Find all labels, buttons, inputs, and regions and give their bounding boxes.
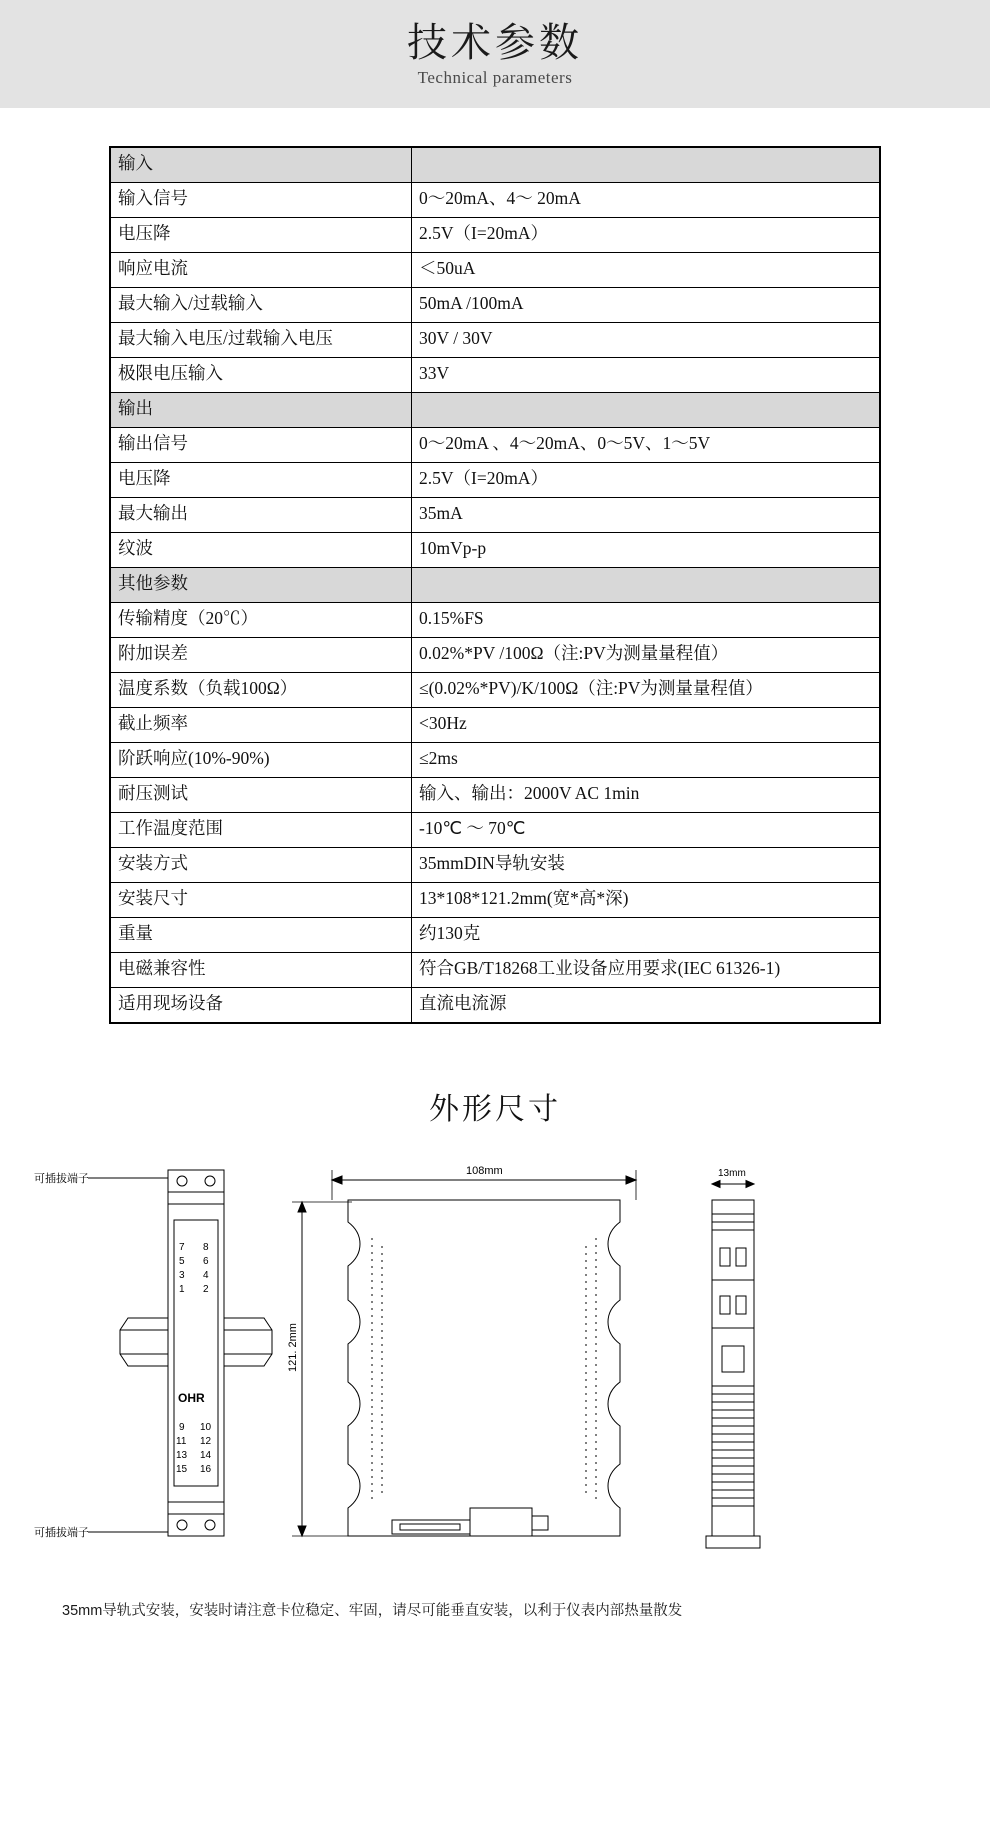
label-bottom-terminal: 可插拔端子 — [34, 1527, 89, 1539]
spec-value-cell — [412, 147, 881, 183]
page-title: 技术参数 — [407, 21, 583, 65]
terminal-number: 6 — [203, 1256, 209, 1267]
table-row — [110, 603, 880, 638]
spec-label-cell: 截止频率 — [110, 708, 412, 743]
terminal-number: 1 — [179, 1284, 185, 1295]
spec-value-cell: 10mVp-p — [412, 533, 881, 568]
spec-value-cell: 35mA — [412, 498, 881, 533]
table-row — [110, 673, 880, 708]
label-top-terminal: 可插拔端子 — [34, 1173, 89, 1185]
spec-value-cell: 2.5V（I=20mA） — [412, 463, 881, 498]
spec-label-cell: 输出 — [110, 393, 412, 428]
terminal-number: 15 — [176, 1464, 188, 1475]
table-row — [110, 708, 880, 743]
spec-value-cell: 约130克 — [412, 918, 881, 953]
spec-label-cell: 输入 — [110, 147, 412, 183]
installation-note: 35mm导轨式安装，安装时请注意卡位稳定、牢固，请尽可能垂直安装，以利于仪表内部热量散发 — [62, 1603, 683, 1619]
spec-value-cell: 0.15%FS — [412, 603, 881, 638]
terminal-number: 13 — [176, 1450, 188, 1461]
spec-label-cell: 最大输入/过载输入 — [110, 288, 412, 323]
table-row — [110, 883, 880, 918]
table-row — [110, 358, 880, 393]
table-section-row — [110, 568, 880, 603]
spec-label-cell: 其他参数 — [110, 568, 412, 603]
spec-value-cell: 50mA /100mA — [412, 288, 881, 323]
table-row — [110, 953, 880, 988]
label-depth-dimension: 13mm — [718, 1168, 746, 1179]
spec-value-cell: ≤(0.02%*PV)/K/100Ω（注:PV为测量量程值） — [412, 673, 881, 708]
spec-value-cell — [412, 393, 881, 428]
spec-label-cell: 响应电流 — [110, 253, 412, 288]
spec-label-cell: 传输精度（20℃） — [110, 603, 412, 638]
terminal-number: 9 — [179, 1422, 185, 1433]
terminal-number: 2 — [203, 1284, 209, 1295]
page-subtitle: Technical parameters — [417, 68, 573, 87]
page-header — [0, 0, 990, 108]
spec-label-cell: 电磁兼容性 — [110, 953, 412, 988]
spec-label-cell: 最大输入电压/过载输入电压 — [110, 323, 412, 358]
spec-value-cell: ≤2ms — [412, 743, 881, 778]
spec-label-cell: 电压降 — [110, 218, 412, 253]
spec-label-cell: 输入信号 — [110, 183, 412, 218]
table-row — [110, 848, 880, 883]
terminal-number: 16 — [200, 1464, 212, 1475]
table-row — [110, 183, 880, 218]
spec-label-cell: 重量 — [110, 918, 412, 953]
table-row — [110, 218, 880, 253]
spec-value-cell: 0～20mA 、4～20mA、0～5V、1～5V — [412, 428, 881, 463]
table-row — [110, 288, 880, 323]
spec-value-cell: <30Hz — [412, 708, 881, 743]
terminal-number: 4 — [203, 1270, 209, 1281]
spec-label-cell: 纹波 — [110, 533, 412, 568]
spec-value-cell: 0.02%*PV /100Ω（注:PV为测量量程值） — [412, 638, 881, 673]
spec-label-cell: 耐压测试 — [110, 778, 412, 813]
specifications-table — [109, 146, 881, 1024]
table-row — [110, 533, 880, 568]
spec-value-cell: 输入、输出：2000V AC 1min — [412, 778, 881, 813]
spec-label-cell: 阶跃响应(10%-90%) — [110, 743, 412, 778]
terminal-number: 11 — [176, 1436, 187, 1447]
terminal-number: 14 — [200, 1450, 212, 1461]
table-row — [110, 918, 880, 953]
spec-label-cell: 最大输出 — [110, 498, 412, 533]
table-row — [110, 638, 880, 673]
spec-label-cell: 极限电压输入 — [110, 358, 412, 393]
spec-value-cell: 2.5V（I=20mA） — [412, 218, 881, 253]
terminal-number: 7 — [179, 1242, 185, 1253]
table-row — [110, 813, 880, 848]
spec-value-cell: 35mmDIN导轨安装 — [412, 848, 881, 883]
spec-value-cell: 直流电流源 — [412, 988, 881, 1024]
table-row — [110, 743, 880, 778]
terminal-number: 10 — [200, 1422, 212, 1433]
table-section-row — [110, 393, 880, 428]
label-height-dimension: 121. 2mm — [287, 1323, 299, 1372]
dimensions-title: 外形尺寸 — [429, 1093, 561, 1126]
spec-table-container — [0, 108, 990, 1024]
spec-value-cell: 33V — [412, 358, 881, 393]
spec-value-cell: 13*108*121.2mm(宽*高*深) — [412, 883, 881, 918]
dimension-drawing — [0, 1150, 990, 1580]
terminal-number: 3 — [179, 1270, 185, 1281]
spec-label-cell: 安装方式 — [110, 848, 412, 883]
spec-label-cell: 安装尺寸 — [110, 883, 412, 918]
spec-value-cell: 符合GB/T18268工业设备应用要求(IEC 61326-1) — [412, 953, 881, 988]
spec-label-cell: 温度系数（负载100Ω） — [110, 673, 412, 708]
spec-label-cell: 适用现场设备 — [110, 988, 412, 1024]
spec-value-cell: -10℃ ～ 70℃ — [412, 813, 881, 848]
spec-label-cell: 输出信号 — [110, 428, 412, 463]
spec-value-cell: ＜50uA — [412, 253, 881, 288]
brand-label: OHR — [178, 1391, 205, 1405]
spec-value-cell: 0～20mA、4～ 20mA — [412, 183, 881, 218]
terminal-number: 8 — [203, 1242, 209, 1253]
table-row — [110, 463, 880, 498]
terminal-number: 12 — [200, 1436, 212, 1447]
table-row — [110, 323, 880, 358]
table-row — [110, 253, 880, 288]
table-row — [110, 428, 880, 463]
spec-label-cell: 附加误差 — [110, 638, 412, 673]
table-section-row — [110, 147, 880, 183]
spec-label-cell: 工作温度范围 — [110, 813, 412, 848]
dimension-drawing-svg — [0, 1150, 990, 1580]
table-row — [110, 778, 880, 813]
table-row — [110, 988, 880, 1024]
spec-value-cell: 30V / 30V — [412, 323, 881, 358]
label-width-dimension: 108mm — [466, 1165, 503, 1177]
table-row — [110, 498, 880, 533]
terminal-number: 5 — [179, 1256, 185, 1267]
spec-label-cell: 电压降 — [110, 463, 412, 498]
spec-value-cell — [412, 568, 881, 603]
